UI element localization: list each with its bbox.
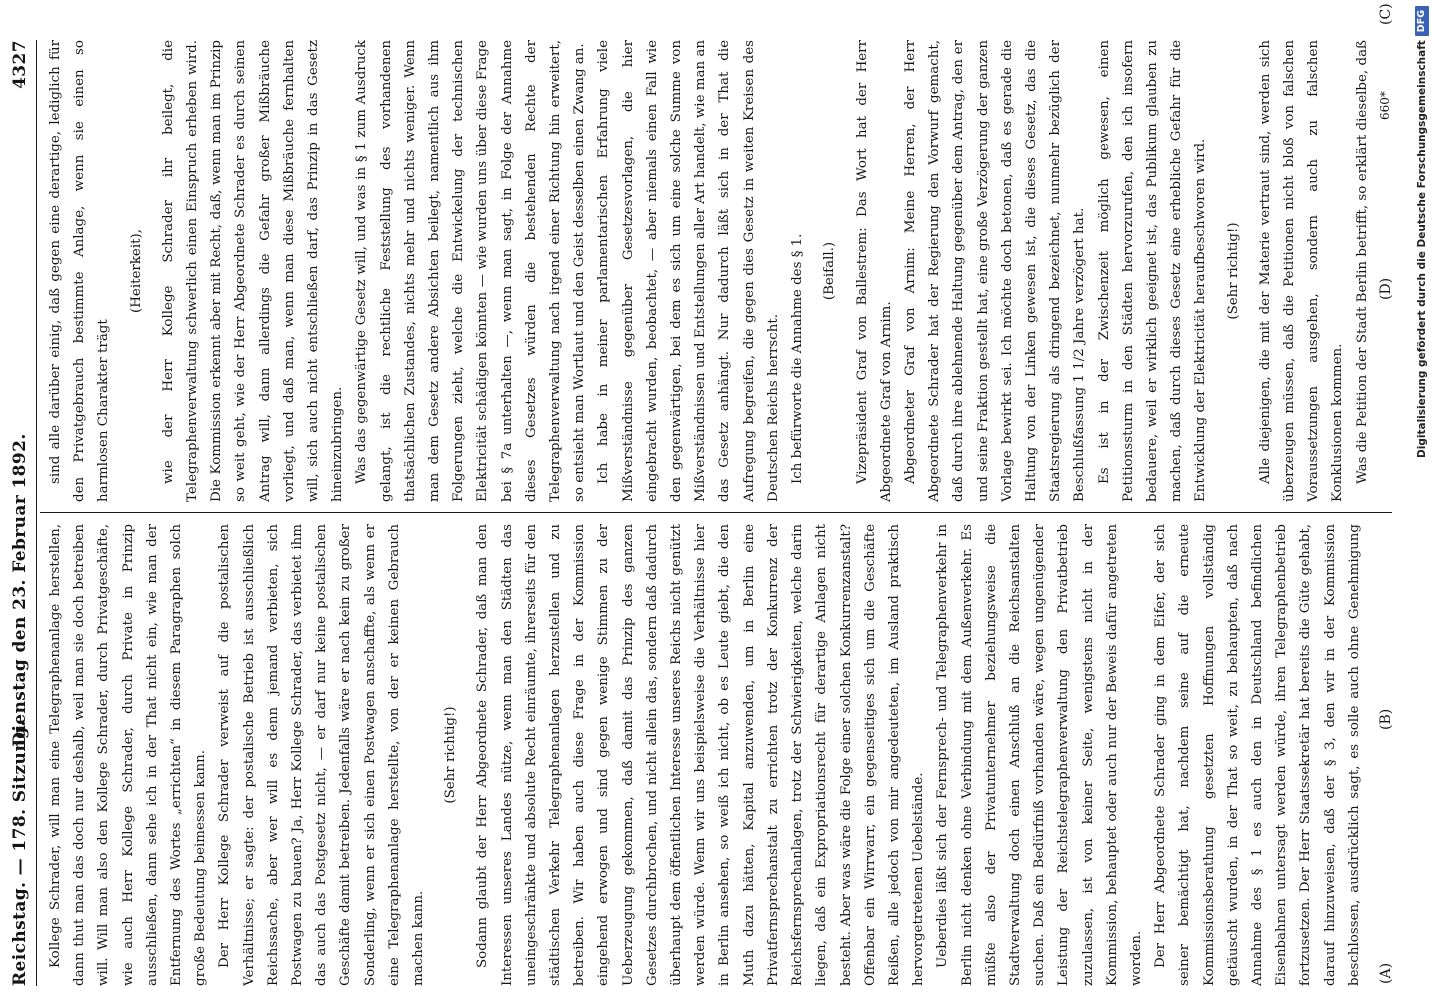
right-text-column <box>44 40 1372 502</box>
paragraph: wie der Herr Kollege Schrader ihr beilegt, die Telegraphenverwaltung schwerlich einen Einspruch erheben wird. Die Kommission erkennt aber mit Recht, daß, wenn man im Prinzip so weit geht, wie der Herr Abgeordnete Schrader es durch seinen Antrag will, dann allerdings die Gefahr großer Mißbräuche vorliegt, und daß man, wenn man diese Mißbräuche fernhalten will, sich auch nicht entschließen darf, das Prinzip in das Gesetz hineinzubringen. <box>160 40 346 502</box>
interjection: (Sehr richtig!) <box>443 706 459 804</box>
header-left: Reichstag. — 178. Sitzung. <box>10 720 30 986</box>
paragraph: Der Herr Abgeordnete Schrader ging in dem Eifer, der sich seiner bemächtigt hat, nachdem seine auf die erneute Kommissionsberathung gesetzten Hoffnungen vollständig getäuscht wurden, in der That so weit, zu behaupten, daß nach Annahme des § 1 es auch den in Deutschland befindlichen Eisenbahnen untersagt werden würde, ihren Telegraphenbetrieb fortzusetzen. Der Herr Staatssekretär hat bereits die Güte gehabt, darauf hinzuweisen, daß der § 3, den wir in der Kommission beschlossen, ausdrücklich sagt, es solle auch ohne Genehmigung <box>1153 524 1362 986</box>
header-page-number: 4327 <box>10 40 30 89</box>
column-divider <box>40 512 1392 513</box>
paragraph: Alle diejenigen, die mit der Materie vertraut sind, werden sich überzeugen müssen, daß die Petitionen nicht bloß von falschen Voraussetzungen ausgehen, sondern auch zu falschen Konklusionen kommen. <box>1257 40 1346 502</box>
left-text-column <box>44 524 1372 986</box>
margin-letter-a: (A) <box>1378 962 1394 984</box>
interjection: (Sehr richtig!) <box>1225 222 1241 320</box>
header-date: Dienstag den 23. Februar 1892. <box>10 433 30 747</box>
paragraph: Sodann glaubt der Herr Abgeordnete Schrader, daß man den Interessen unseres Landes nütze, wenn man den Städten das uneingeschränkte und absolute Recht einräumte, ihrerseits für den städtischen Verkehr Telegraphenanlagen herzustellen und zu betreiben. Wir haben auch diese Frage in der Kommission eingehend erwogen und sind gegen wenige Stimmen zu der Ueberzeugung gekommen, daß damit das Prinzip des ganzen Gesetzes durchbrochen, und nicht allein das, sondern daß dadurch überhaupt dem öffentlichen Interesse unseres Reichs nicht genützt werden würde. Wenn wir uns beispielsweise die Verhältnisse hier in Berlin ansehen, so weiß ich nicht, ob es Leute giebt, die den Muth dazu hätten, Kapital anzuwenden, um in Berlin eine Privatfernsprechanstalt zu errichten trotz der Konkurrenz der Reichsfernsprechanlagen, trotz der Schwierigkeiten, welche darin liegen, daß ein Expropriationsrecht für derartige Anlagen nicht besteht. Aber was wäre die Folge einer solchen Konkurrenzanstalt? Offenbar ein Wirrwarr, ein gegenseitiges sich um die Geschäfte Reißen, alle jedoch von mir angedeuteten, im Ausland praktisch hervorgetretenen Uebelstände. <box>475 524 927 986</box>
paragraph: Der Herr Kollege Schrader verweist auf die postalischen Verhältnisse; er sagte: der postalische Betrieb ist ausschließlich Reichssache, aber wer will es denn jemand verbieten, sich Postwagen zu bauen? Ja, Herr Kollege Schrader, das verbietet ihm das auch das Postgesetz nicht, — er darf nur keine postalischen Geschäfte damit betreiben. Jedenfalls wäre er nach kein zu großer Sonderling, wenn er sich einen Postwagen anschaffte, als wenn er eine Telegraphenanlage herstellte, von der er keinen Gebrauch machen kann. <box>217 524 427 986</box>
speaker-paragraph: Vizepräsident Graf von Ballestrem: Das Wort hat der Herr Abgeordnete Graf von Arnim. <box>854 40 894 502</box>
paragraph: Was das gegenwärtige Gesetz will, und was in § 1 zum Ausdruck gelangt, ist die rechtliche Feststellung des vorhandenen thatsächlichen Zustandes, nichts mehr und nichts weniger. Wenn man dem Gesetz andere Absichten beilegt, namentlich aus ihm Folgerungen zieht, welche die Entwickelung der technischen Elektricität schädigen könnten — wie wurden uns über diese Frage bei § 7a unterhalten —, wenn man sagt, in Folge der Annahme dieses Gesetzes würden die bestehenden Rechte der Telegraphenverwaltung nach irgend einer Richtung hin erweitert, so entsieht man Wortlaut und den Geist desselben einen Zwang an. <box>354 40 588 502</box>
paragraph: Ueberdies läßt sich der Fernsprech- und Telegraphenverkehr in Berlin nicht denken ohne Verbindung mit dem Außenverkehr. Es müßte also der Privatunternehmer beziehungsweise die Stadtverwaltung doch einen Anschluß an die Reichsanstalten suchen. Daß ein Bedürfniß vorhanden wäre, wegen ungenügender Leistung der Reichstelegraphenverwaltung den Privatbetrieb zuzulassen, ist von keiner Seite, wenigstens nicht in der Kommission, behauptet oder auch nur der Beweis dafür angetreten worden. <box>935 524 1144 986</box>
interjection: (Heiterkeit), <box>128 229 144 313</box>
paragraph: Ich befürworte die Annahme des § 1. <box>790 233 806 484</box>
speaker-paragraph: Abgeordneter Graf von Arnim: Meine Herren, der Herr Abgeordnete Schrader hat der Regierung den Vorwurf gemacht, daß durch ihre ablehnende Haltung gegenüber dem Antrag, den er und seine Fraktion gestellt hat, eine große Verzögerung der ganzen Vorlage bewirkt sei. Ich möchte doch betonen, daß es gerade die Haltung von der Linken gewesen ist, die dieses Gesetz, das die Staatsregierung als dringend bezeichnet, nunmehr bezüglich der Beschlußfassung 1 1/2 Jahre verzögert hat. <box>902 40 1088 502</box>
digitization-credit: Digitalisierung gefördert durch die Deutsche Forschungsgemeinschaft <box>1416 40 1428 458</box>
dfg-logo: DFG <box>1415 6 1429 36</box>
paragraph: Ich habe in meiner parlamentarischen Erfahrung viele Mißverständnisse gegenüber Gesetzesvorlagen, die hier eingebracht wurden, beobachtet, — aber niemals einen Fall wie den gegenwärtigen, bei dem es sich um eine solche Summe von Mißverständnissen und Entstellungen aller Art handelt, wie man an das Gesetz anhängt. Nur dadurch läßt sich in der That die Aufregung begreifen, die gegen dies Gesetz in weiten Kreisen des Deutschen Reichs herrscht. <box>596 40 781 502</box>
margin-letter-c: (C) <box>1378 3 1394 25</box>
paragraph: Kollege Schrader, will man eine Telegraphenanlage herstellen, dann thut man das doch nur deshalb, weil man sie doch betreiben will. Will man also den Kollege Schrader, durch Privatgeschäfte, wie auch Herr Kollege Schrader, durch Private in Prinzip ausschließen, dann sehe ich in der That nicht ein, wie man der Entfernung des Wortes „errichten“ in diesem Paragraphen solch große Bedeutung beimessen kann. <box>48 524 209 986</box>
paragraph: sind alle darüber einig, daß gegen eine derartige, lediglich für den Privatgebrauch bestimmte Anlage, wenn sie einen so harmlosen Charakter trägt <box>48 40 112 502</box>
paragraph: Was die Petition der Stadt Berlin betrifft, so erklärt dieselbe, daß <box>1354 40 1370 484</box>
interjection: (Beifall.) <box>822 241 838 301</box>
digitization-credit-strip <box>1412 0 1432 1000</box>
margin-letter-d: (D) <box>1378 277 1394 300</box>
header-rule <box>36 40 37 986</box>
paragraph: Es ist in der Zwischenzeit möglich gewesen, einen Petitionssturm in den Städten hervorzurufen, den ich insofern bedauere, weil er wirklich geeignet ist, das Publikum glauben zu machen, daß durch dieses Gesetz eine erhebliche Gefahr für die Entwicklung der Elektricität heraufbeschworen wird. <box>1096 40 1209 502</box>
margin-letter-b: (B) <box>1378 708 1394 730</box>
footer-signature: 660* <box>1378 91 1392 120</box>
